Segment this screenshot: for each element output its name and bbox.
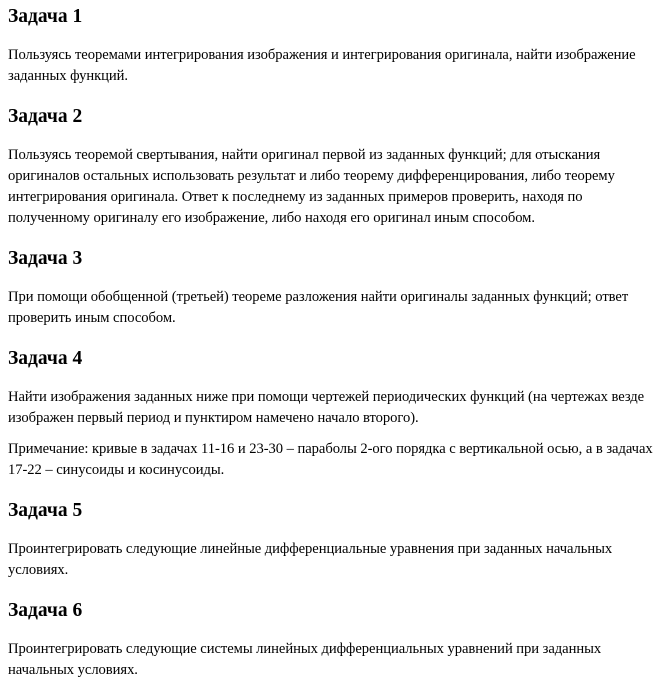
task-4-text: Найти изображения заданных ниже при помощи чертежей периодических функций (на чертежах везде изображен первый период и пунктиром намечено начало второго). bbox=[8, 389, 645, 426]
task-6-title: Задача 6 bbox=[8, 600, 83, 621]
task-3-title: Задача 3 bbox=[8, 248, 83, 269]
task-1 bbox=[8, 6, 656, 87]
task-3-text: При помощи обобщенной (третьей) теореме разложения найти оригиналы заданных функций; ответ проверить иным способом. bbox=[8, 289, 629, 326]
task-2 bbox=[8, 106, 656, 229]
task-5 bbox=[8, 500, 656, 581]
task-1-title: Задача 1 bbox=[8, 6, 83, 27]
task-2-text: Пользуясь теоремой свертывания, найти оригинал первой из заданных функций; для отыскания оригиналов остальных использовать результат и либо теорему дифференцирования, либо теорему интегрирования оригинала. Ответ к последнему из заданных примеров проверить, находя по полученному оригиналу его изображение, либо находя его оригинал иным способом. bbox=[8, 147, 615, 226]
task-5-text: Проинтегрировать следующие линейные дифференциальные уравнения при заданных начальных условиях. bbox=[8, 541, 613, 578]
task-4 bbox=[8, 348, 656, 481]
task-4-title: Задача 4 bbox=[8, 348, 83, 369]
task-3 bbox=[8, 248, 656, 329]
task-5-title: Задача 5 bbox=[8, 500, 83, 521]
task-2-title: Задача 2 bbox=[8, 106, 83, 127]
task-4-note: Примечание: кривые в задачах 11-16 и 23-30 – параболы 2-ого порядка с вертикальной осью, а в задачах 17-22 – синусоиды и косинусоиды. bbox=[8, 441, 653, 478]
task-6-text: Проинтегрировать следующие системы линейных дифференциальных уравнений при заданных начальных условиях. bbox=[8, 641, 602, 678]
task-6 bbox=[8, 600, 656, 681]
task-1-text: Пользуясь теоремами интегрирования изображения и интегрирования оригинала, найти изображение заданных функций. bbox=[8, 47, 636, 84]
